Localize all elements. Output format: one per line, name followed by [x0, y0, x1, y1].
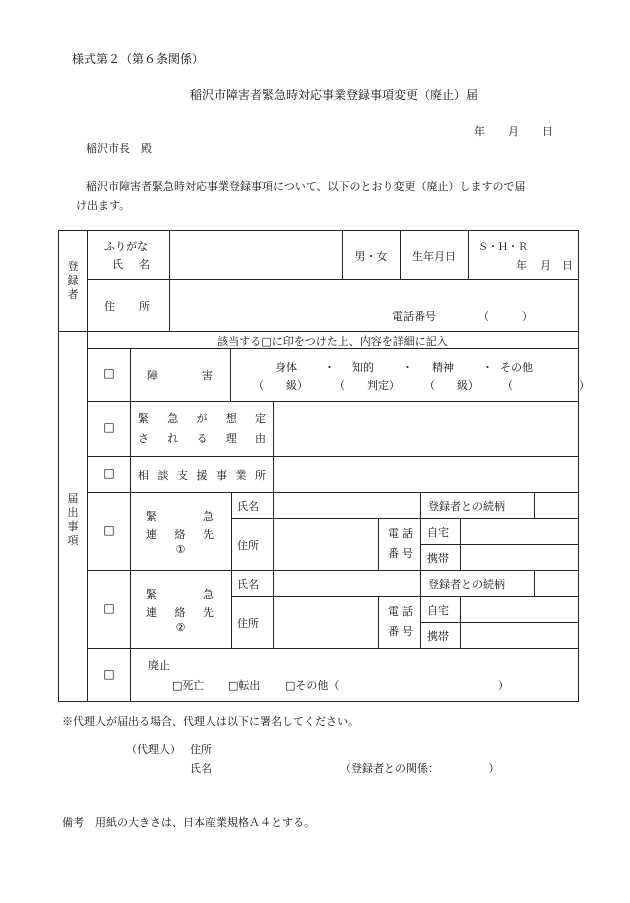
- date-year-label: 年: [474, 125, 485, 138]
- address-label: 住 所: [104, 300, 150, 313]
- separator-dot: ・: [324, 361, 335, 374]
- consultation-label: 相 談 支 援 事 業 所: [138, 469, 266, 482]
- contact-1-address-label: 住所: [237, 539, 259, 552]
- birth-day-label: 日: [562, 259, 573, 272]
- date-day-label: 日: [542, 125, 553, 138]
- contact-1-label-1: 緊 急: [146, 510, 214, 523]
- grade-intellectual: （ 判定）: [334, 379, 400, 392]
- separator-dot: ・: [402, 361, 413, 374]
- phone-label: 電話番号: [392, 310, 436, 323]
- items-section-label: 届出事項: [67, 492, 79, 547]
- contact-2-label-1: 緊 急: [146, 588, 214, 601]
- form-number: 様式第２（第６条関係）: [72, 52, 205, 66]
- type-intellectual: 知的: [352, 361, 374, 374]
- remarks: 備考 用紙の大きさは、日本産業規格Ａ４とする。: [62, 816, 315, 829]
- contact-1-phone-label-2: 番 号: [388, 547, 413, 560]
- date-month-label: 月: [508, 125, 519, 138]
- contact-1-mobile-label: 携帯: [427, 552, 449, 565]
- era-label: Ｓ・Ｈ・Ｒ: [478, 242, 528, 253]
- contact-1-home-label: 自宅: [427, 526, 449, 539]
- abolition-other-close: ）: [498, 679, 509, 692]
- contact-2-phone-label-2: 番 号: [388, 625, 413, 638]
- emergency-reason-label-2: さ れ る 理 由: [138, 432, 266, 445]
- type-other: その他: [500, 361, 533, 374]
- type-physical: 身体: [275, 361, 297, 374]
- addressee: 稲沢市長 殿: [86, 142, 152, 155]
- contact-1-number: ①: [175, 543, 186, 556]
- emergency-reason-label-1: 緊 急 が 想 定: [138, 412, 266, 425]
- contact-2-name-label: 氏名: [237, 578, 259, 591]
- grade-mental: （ 級）: [424, 379, 479, 392]
- type-mental: 精神: [432, 361, 454, 374]
- birth-year-label: 年: [516, 259, 527, 272]
- contact-2-phone-label-1: 電 話: [388, 605, 413, 618]
- abolition-option-move[interactable]: □転出: [228, 679, 261, 692]
- contact-2-address-label: 住所: [237, 617, 259, 630]
- agent-relation-label: （登録者との関係： ）: [340, 762, 500, 775]
- contact-2-mobile-label: 携帯: [427, 630, 449, 643]
- contact-1-name-label: 氏名: [237, 500, 259, 513]
- checkbox-abolition[interactable]: □: [103, 667, 115, 681]
- agent-label: （代理人）: [126, 743, 181, 756]
- checkbox-contact-2[interactable]: □: [103, 601, 115, 615]
- contact-1-label-2: 連 絡 先: [146, 528, 214, 541]
- contact-2-number: ②: [175, 621, 186, 634]
- birthdate-label: 生年月日: [412, 250, 456, 263]
- agent-note: ※代理人が届出る場合、代理人は以下に署名してください。: [62, 715, 359, 728]
- contact-2-label-2: 連 絡 先: [146, 606, 214, 619]
- phone-paren: （ ）: [478, 310, 533, 323]
- disability-label: 障 害: [147, 369, 213, 382]
- agent-address-label: 住所: [190, 743, 212, 756]
- instruction-text: 該当する□に印をつけた上、内容を詳細に記入: [217, 335, 448, 348]
- abolition-label: 廃止: [148, 659, 170, 672]
- checkbox-emergency-reason[interactable]: □: [103, 420, 115, 434]
- abolition-option-death[interactable]: □死亡: [172, 679, 205, 692]
- contact-2-home-label: 自宅: [427, 604, 449, 617]
- furigana-label: ふりがな: [104, 240, 148, 253]
- agent-name-label: 氏名: [190, 762, 212, 775]
- name-label: 氏 名: [112, 258, 150, 271]
- grade-physical: （ 級）: [253, 379, 308, 392]
- contact-2-relation-label: 登録者との続柄: [428, 578, 505, 591]
- separator-dot: ・: [482, 361, 493, 374]
- page-title: 稲沢市障害者緊急時対応事業登録事項変更（廃止）届: [190, 88, 479, 102]
- registrant-section-label: 登録者: [67, 260, 79, 301]
- checkbox-contact-1[interactable]: □: [103, 523, 115, 537]
- contact-1-relation-label: 登録者との続柄: [428, 500, 505, 513]
- checkbox-disability[interactable]: □: [103, 366, 115, 380]
- gender-label: 男・女: [354, 250, 388, 263]
- intro-line-1: 稲沢市障害者緊急時対応事業登録事項について、以下のとおり変更（廃止）しますので届: [86, 180, 526, 193]
- abolition-option-other[interactable]: □その他（: [285, 679, 340, 692]
- contact-1-phone-label-1: 電 話: [388, 527, 413, 540]
- checkbox-consultation[interactable]: □: [103, 466, 115, 480]
- grade-other: （ ）: [502, 379, 590, 392]
- birth-month-label: 月: [540, 259, 551, 272]
- intro-line-2: け出ます。: [76, 199, 131, 212]
